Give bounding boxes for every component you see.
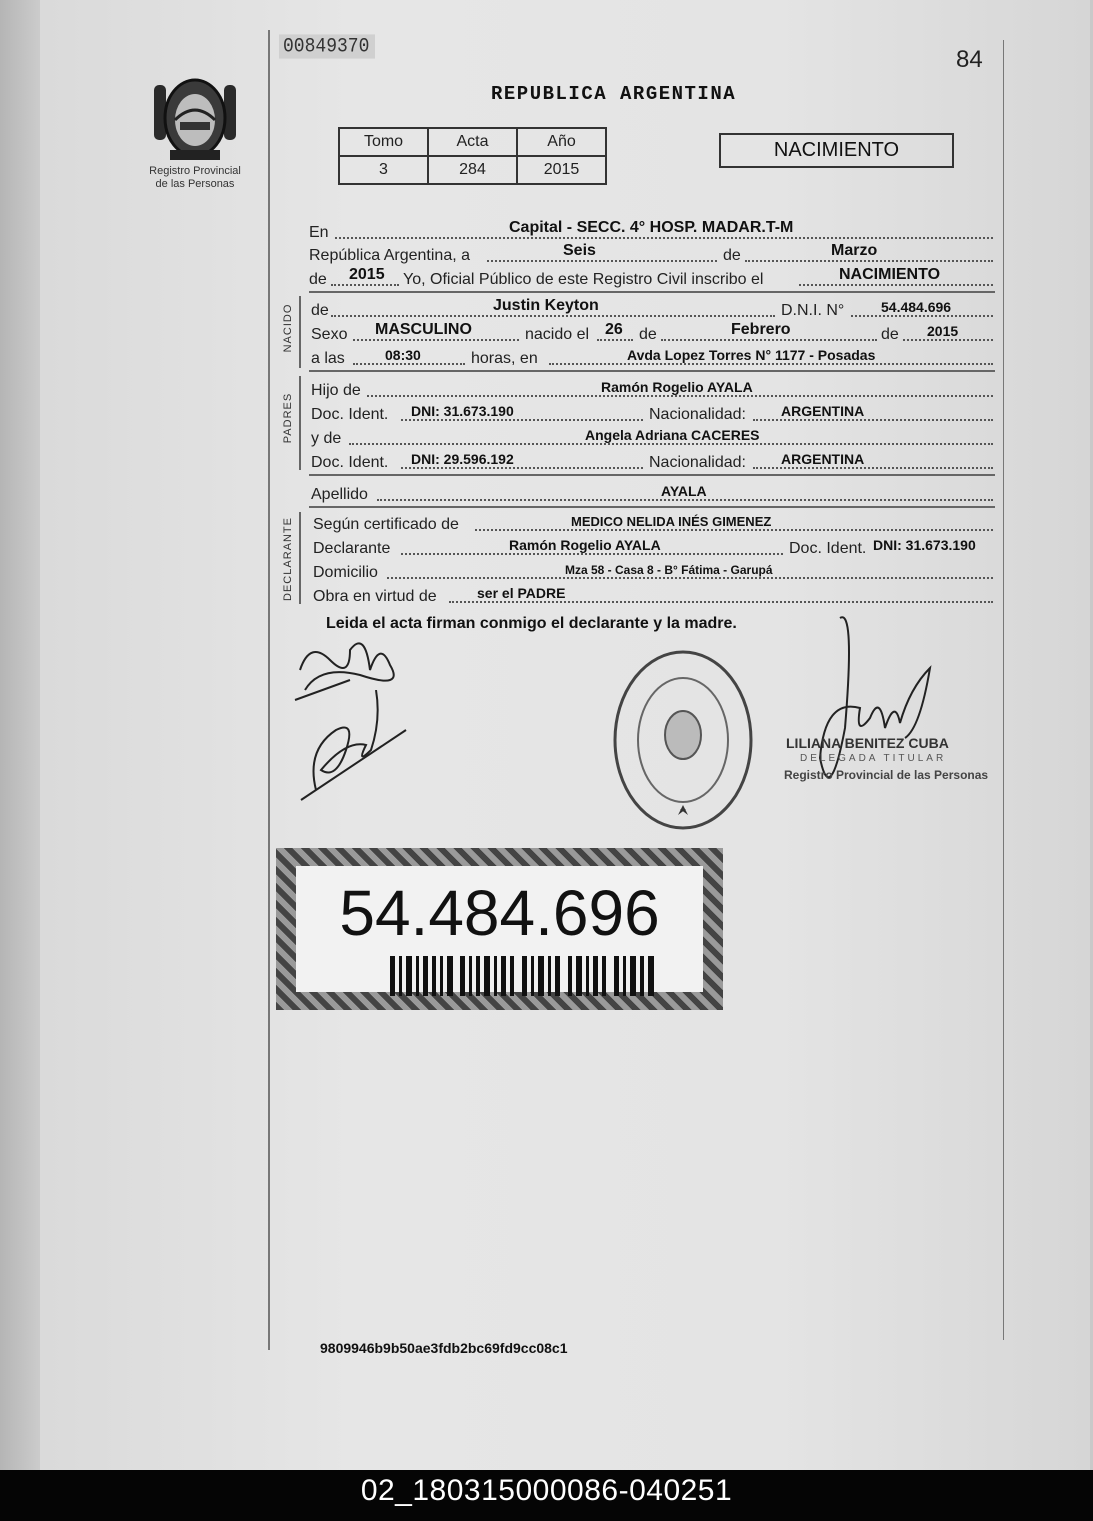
dni-barcode-label [276,848,723,1010]
row-republica [309,243,993,265]
registry-header-acta: Acta [428,128,517,156]
dotted-line [335,237,993,239]
dotted-line [753,419,993,421]
logo-caption-line1: Registro Provincial [149,165,241,177]
row-nombre [309,298,993,320]
registry-value-anio: 2015 [517,156,606,184]
row-sexo [309,322,993,344]
value-madre: Angela Adriana CACERES [585,427,760,443]
registry-value-acta: 284 [428,156,517,184]
dotted-line [401,467,643,469]
section-bar-nacido [299,296,301,368]
value-obra: ser el PADRE [477,585,566,601]
label-doc-ident: Doc. Ident. [789,540,867,557]
delegada-org: Registro Provincial de las Personas [784,768,989,782]
registry-value-row [339,156,606,184]
value-mes: Marzo [831,242,878,259]
section-label-nacido: NACIDO [282,303,294,353]
label-nacionalidad: Nacionalidad: [649,406,746,423]
record-type-box: NACIMIENTO [719,133,954,168]
page-title: REPUBLICA ARGENTINA [491,83,737,105]
official-stamp-icon [608,645,758,835]
value-anio: 2015 [349,266,385,283]
dotted-line [745,260,993,262]
madre-signature-icon [296,690,416,810]
row-padre-doc [309,402,993,424]
dotted-line [349,443,993,445]
left-margin-line [268,30,270,1350]
section-divider [309,291,995,293]
label-de2: de [309,271,327,288]
dotted-line [799,284,993,286]
value-declarante: Ramón Rogelio AYALA [509,537,661,553]
value-dia: Seis [563,242,596,259]
dotted-line [753,467,993,469]
label-hijo-de: Hijo de [311,382,361,399]
value-apellido: AYALA [661,483,707,499]
dotted-line [353,339,519,341]
delegada-name: LILIANA BENITEZ CUBA [786,735,949,751]
row-declarante [309,536,993,558]
value-padre: Ramón Rogelio AYALA [601,379,753,395]
dotted-line [353,363,465,365]
value-dni: 54.484.696 [881,299,952,315]
logo-caption [120,165,270,191]
dotted-line [487,260,717,262]
dotted-line [549,363,993,365]
section-bar-declarante [299,512,301,604]
label-obra: Obra en virtud de [313,588,437,605]
province-seal-icon [150,70,240,165]
registry-header-anio: Año [517,128,606,156]
registry-value-tomo: 3 [339,156,428,184]
delegada-signature-icon [800,608,950,828]
label-dni: D.N.I. N° [781,302,845,319]
logo-caption-line2: de las Personas [155,178,235,190]
label-de: de [881,326,899,343]
label-doc-ident: Doc. Ident. [311,454,389,471]
dotted-line [597,339,633,341]
dotted-line [331,315,775,317]
row-anio [309,267,993,289]
value-sexo: MASCULINO [375,321,472,338]
section-bar-padres [299,376,301,470]
value-anio-nac: 2015 [927,323,959,339]
row-certificado [309,512,993,534]
dotted-line [449,601,993,603]
value-lugar: Capital - SECC. 4° HOSP. MADAR.T-M [509,219,794,236]
value-dia-nac: 26 [605,321,623,338]
value-declarante-doc: DNI: 31.673.190 [873,537,976,553]
label-declarante: Declarante [313,540,391,557]
label-republica: República Argentina, a [309,247,470,264]
row-en [309,220,993,242]
barcode-icon [390,956,658,996]
value-lugar-nac: Avda Lopez Torres N° 1177 - Posadas [627,347,876,363]
row-hora [309,346,993,368]
label-sexo: Sexo [311,326,348,343]
label-horas-en: horas, en [471,350,538,367]
label-nacionalidad: Nacionalidad: [649,454,746,471]
value-nombre: Justin Keyton [493,297,599,314]
label-oficial: Yo, Oficial Público de este Registro Civil inscribo el [403,271,764,288]
registry-header-tomo: Tomo [339,128,428,156]
row-domicilio [309,560,993,582]
label-certificado: Según certificado de [313,516,459,533]
label-y-de: y de [311,430,342,447]
section-divider [309,506,995,508]
dotted-line [331,284,399,286]
label-a-las: a las [311,350,345,367]
registry-table [338,127,607,185]
delegada-title: DELEGADA TITULAR [800,753,947,764]
value-padre-doc: DNI: 31.673.190 [411,403,514,419]
row-y-de [309,426,993,448]
value-madre-doc: DNI: 29.596.192 [411,451,514,467]
barcode-inner [296,866,703,992]
registry-header-row [339,128,606,156]
page-number: 84 [956,46,983,73]
dotted-line [401,419,643,421]
row-madre-doc [309,450,993,472]
file-id: 02_180315000086-040251 [360,1474,733,1507]
section-divider [309,370,995,372]
dotted-line [851,315,993,317]
right-margin-line [1003,40,1004,1340]
document-hash: 9809946b9b50ae3fdb2bc69fd9cc08c1 [320,1340,568,1356]
label-nacido-el: nacido el [525,326,590,343]
label-apellido: Apellido [311,486,368,503]
row-obra [309,584,993,606]
closing-statement: Leida el acta firman conmigo el declarante y la madre. [326,615,737,632]
label-en: En [309,224,329,241]
row-apellido [309,482,993,504]
dotted-line [401,553,783,555]
value-mes-nac: Febrero [731,321,791,338]
value-domicilio: Mza 58 - Casa 8 - B° Fátima - Garupá [565,563,773,577]
serial-number: 00849370 [279,34,375,58]
value-madre-nac: ARGENTINA [781,451,865,467]
value-certificado: MEDICO NELIDA INÉS GIMENEZ [571,514,772,529]
value-hora: 08:30 [385,347,421,363]
dotted-line [377,499,993,501]
barcode-number: 54.484.696 [339,877,660,949]
dotted-line [367,395,993,397]
row-hijo-de [309,378,993,400]
section-label-padres: PADRES [282,392,294,444]
label-doc-ident: Doc. Ident. [311,406,389,423]
label-domicilio: Domicilio [313,564,378,581]
dotted-line [903,339,993,341]
dotted-line [387,577,993,579]
label-de: de [639,326,657,343]
label-de: de [311,302,329,319]
section-label-declarante: DECLARANTE [282,517,294,601]
dotted-line [475,529,993,531]
label-de: de [723,247,741,264]
value-tipo: NACIMIENTO [839,266,941,283]
value-padre-nac: ARGENTINA [781,403,865,419]
section-divider [309,474,995,476]
dotted-line [661,339,877,341]
